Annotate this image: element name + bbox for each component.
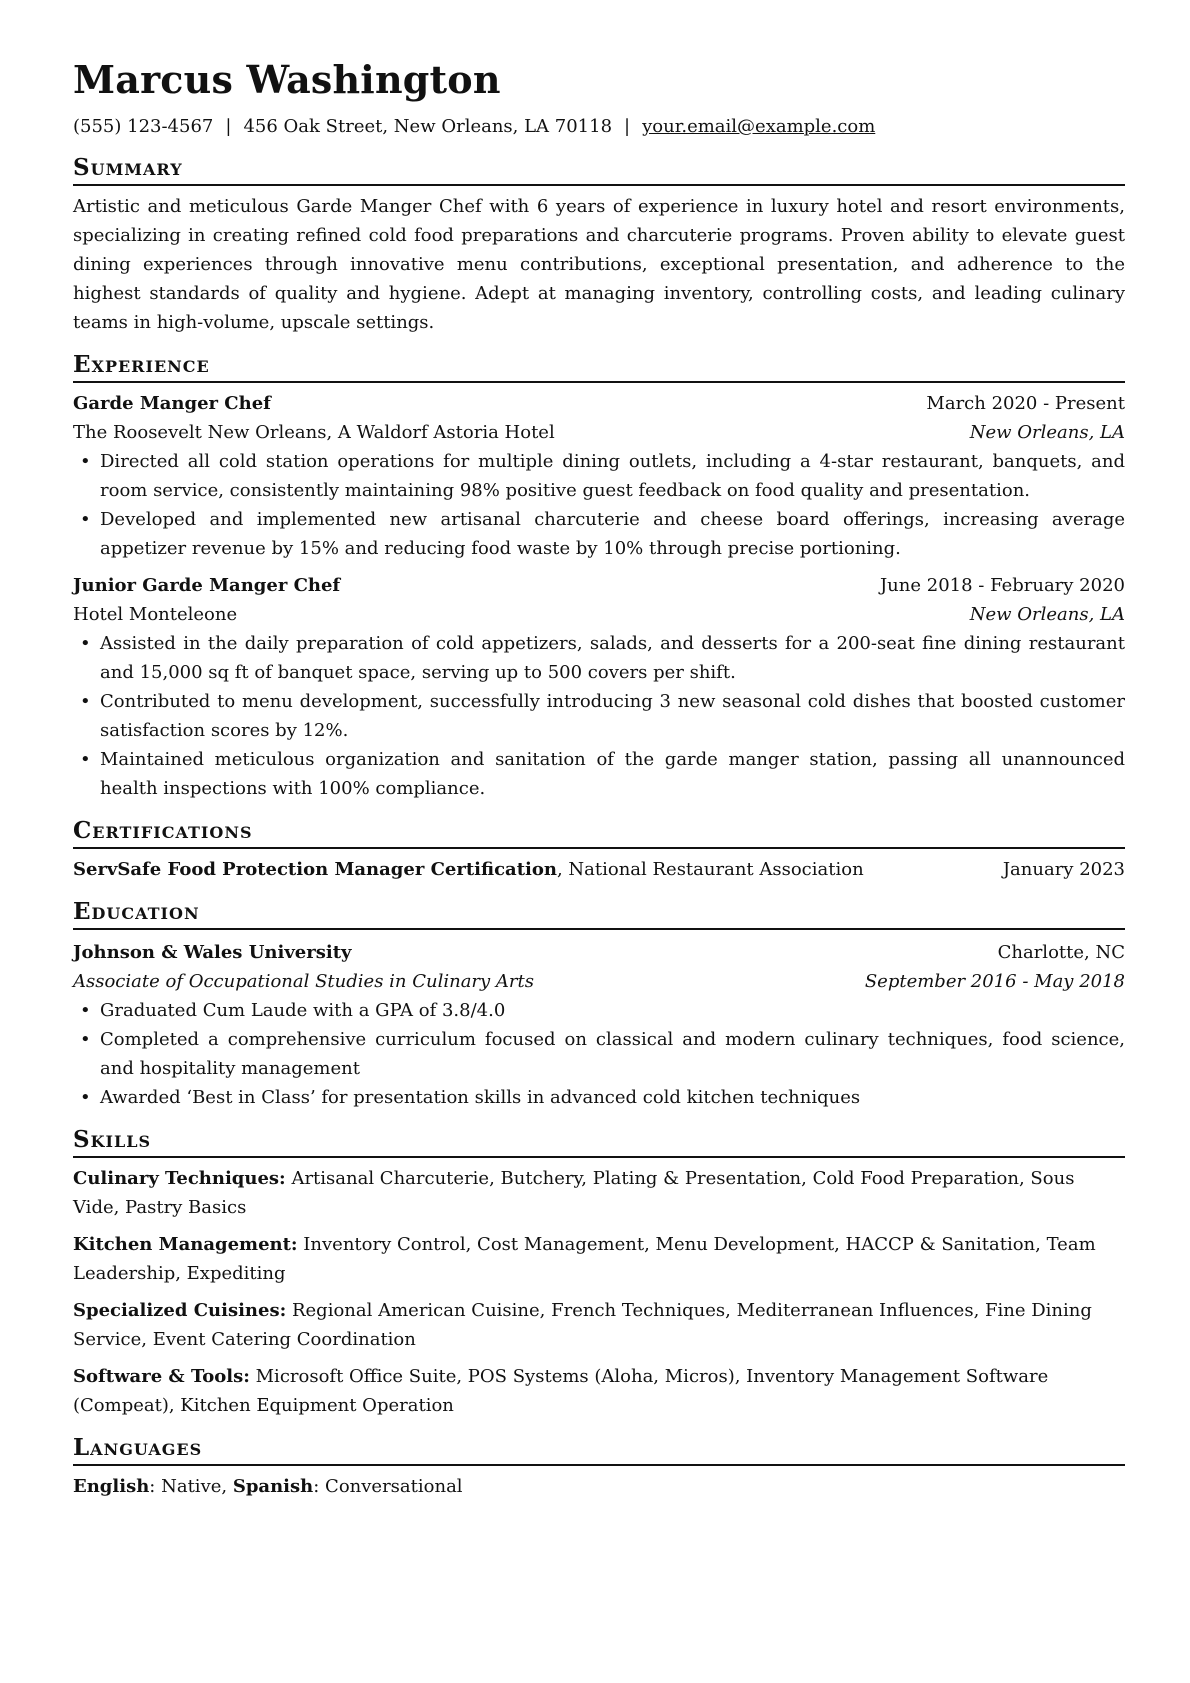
email-link[interactable]: your.email@example.com xyxy=(642,116,876,137)
bullet-icon: • xyxy=(80,749,91,770)
candidate-name: Marcus Washington xyxy=(73,57,501,102)
language-name: Spanish xyxy=(232,1476,314,1497)
list-item xyxy=(73,687,1125,745)
phone-number: (555) 123-4567 xyxy=(73,116,214,137)
section-title-summary: Summary xyxy=(73,154,1125,186)
section-title-languages: Languages xyxy=(73,1434,1125,1466)
job-company: Hotel Monteleone xyxy=(73,604,238,625)
bullet-text: Maintained meticulous organization and sanitation of the garde manger station, passing all unannounced health inspections with 100% compliance. xyxy=(100,749,1125,799)
education-entry xyxy=(73,938,1125,1112)
skill-value: Artisanal Charcuterie, Butchery, Plating & Presentation, Cold Food Preparation, Sous Vide, Pastry Basics xyxy=(73,1168,1075,1218)
certification-date: January 2023 xyxy=(1002,859,1125,880)
certification-issuer: , National Restaurant Association xyxy=(556,859,864,880)
skill-label: Culinary Techniques: xyxy=(73,1168,286,1189)
school-name: Johnson & Wales University xyxy=(73,942,352,963)
bullet-text: Directed all cold station operations for multiple dining outlets, including a 4-star restaurant, banquets, and room service, consistently maintaining 98% positive guest feedback on food quality and presentation. xyxy=(100,451,1125,501)
job-title: Junior Garde Manger Chef xyxy=(73,575,341,596)
experience-list xyxy=(73,389,1125,803)
skill-label: Software & Tools: xyxy=(73,1366,250,1387)
job-location: New Orleans, LA xyxy=(969,604,1125,625)
language-colon: : xyxy=(313,1476,326,1497)
language-level: Native xyxy=(161,1476,222,1497)
degree-name: Associate of Occupational Studies in Culinary Arts xyxy=(73,971,534,992)
bullet-text: Assisted in the daily preparation of cold appetizers, salads, and desserts for a 200-seat fine dining restaurant and 15,000 sq ft of banquet space, serving up to 500 covers per shift. xyxy=(100,633,1125,683)
summary-text: Artistic and meticulous Garde Manger Chef with 6 years of experience in luxury hotel and resort environments, specializing in creating refined cold food preparations and charcuterie programs. Proven ability to elevate guest dining experiences through innovative menu contributions, exceptional presentation, and adherence to the highest standards of quality and hygiene. Adept at managing inventory, controlling costs, and leading culinary teams in high-volume, upscale settings. xyxy=(73,196,1125,333)
bullet-text: Contributed to menu development, successfully introducing 3 new seasonal cold dishes that boosted customer satisfaction scores by 12%. xyxy=(100,691,1125,741)
language-level: Conversational xyxy=(325,1476,463,1497)
section-title-skills: Skills xyxy=(73,1126,1125,1158)
skills-list xyxy=(73,1164,1125,1420)
list-item xyxy=(73,1025,1125,1083)
section-title-experience: Experience xyxy=(73,351,1125,383)
job-location: New Orleans, LA xyxy=(969,422,1125,443)
bullet-icon: • xyxy=(80,509,91,530)
language-name: English xyxy=(73,1476,150,1497)
skill-group xyxy=(73,1230,1125,1288)
certification-name: ServSafe Food Protection Manager Certification xyxy=(73,859,557,880)
bullet-icon: • xyxy=(80,451,91,472)
section-title-education: Education xyxy=(73,898,1125,930)
resume-page xyxy=(73,56,1125,1501)
skill-group xyxy=(73,1164,1125,1222)
list-item xyxy=(73,996,1125,1025)
certification-entry xyxy=(73,855,1125,884)
bullet-text: Completed a comprehensive curriculum focused on classical and modern culinary techniques, food science, and hospitality management xyxy=(100,1029,1125,1079)
languages-line xyxy=(73,1472,1125,1501)
job-company: The Roosevelt New Orleans, A Waldorf Astoria Hotel xyxy=(73,422,555,443)
skill-value: Inventory Control, Cost Management, Menu Development, HACCP & Sanitation, Team Leadership, Expediting xyxy=(73,1234,1096,1284)
contact-line xyxy=(73,114,1125,140)
school-location: Charlotte, NC xyxy=(997,942,1125,963)
job-entry xyxy=(73,389,1125,563)
job-dates: March 2020 - Present xyxy=(926,393,1125,414)
job-dates: June 2018 - February 2020 xyxy=(879,575,1125,596)
skill-group xyxy=(73,1296,1125,1354)
skill-label: Kitchen Management: xyxy=(73,1234,298,1255)
skill-group xyxy=(73,1362,1125,1420)
bullet-text: Developed and implemented new artisanal charcuterie and cheese board offerings, increasing average appetizer revenue by 15% and reducing food waste by 10% through precise portioning. xyxy=(100,509,1125,559)
list-item xyxy=(73,745,1125,803)
list-item xyxy=(73,505,1125,563)
section-title-certifications: Certifications xyxy=(73,817,1125,849)
language-colon: : xyxy=(149,1476,162,1497)
bullet-text: Graduated Cum Laude with a GPA of 3.8/4.0 xyxy=(100,1000,506,1021)
job-title: Garde Manger Chef xyxy=(73,393,271,414)
bullet-icon: • xyxy=(80,1029,91,1050)
list-item xyxy=(73,447,1125,505)
list-item xyxy=(73,1083,1125,1112)
address: 456 Oak Street, New Orleans, LA 70118 xyxy=(243,116,613,137)
education-dates: September 2016 - May 2018 xyxy=(864,971,1125,992)
contact-separator: | xyxy=(225,116,232,137)
skill-value: Regional American Cuisine, French Techniques, Mediterranean Influences, Fine Dining Service, Event Catering Coordination xyxy=(73,1300,1092,1350)
bullet-icon: • xyxy=(80,633,91,654)
job-entry xyxy=(73,571,1125,803)
bullet-icon: • xyxy=(80,1000,91,1021)
list-item xyxy=(73,629,1125,687)
contact-separator: | xyxy=(624,116,631,137)
skill-label: Specialized Cuisines: xyxy=(73,1300,287,1321)
bullet-icon: • xyxy=(80,691,91,712)
skill-value: Microsoft Office Suite, POS Systems (Aloha, Micros), Inventory Management Software (Compeat), Kitchen Equipment Operation xyxy=(73,1366,1049,1416)
bullet-text: Awarded ‘Best in Class’ for presentation skills in advanced cold kitchen techniques xyxy=(100,1087,861,1108)
bullet-icon: • xyxy=(80,1087,91,1108)
language-separator: , xyxy=(221,1476,233,1497)
